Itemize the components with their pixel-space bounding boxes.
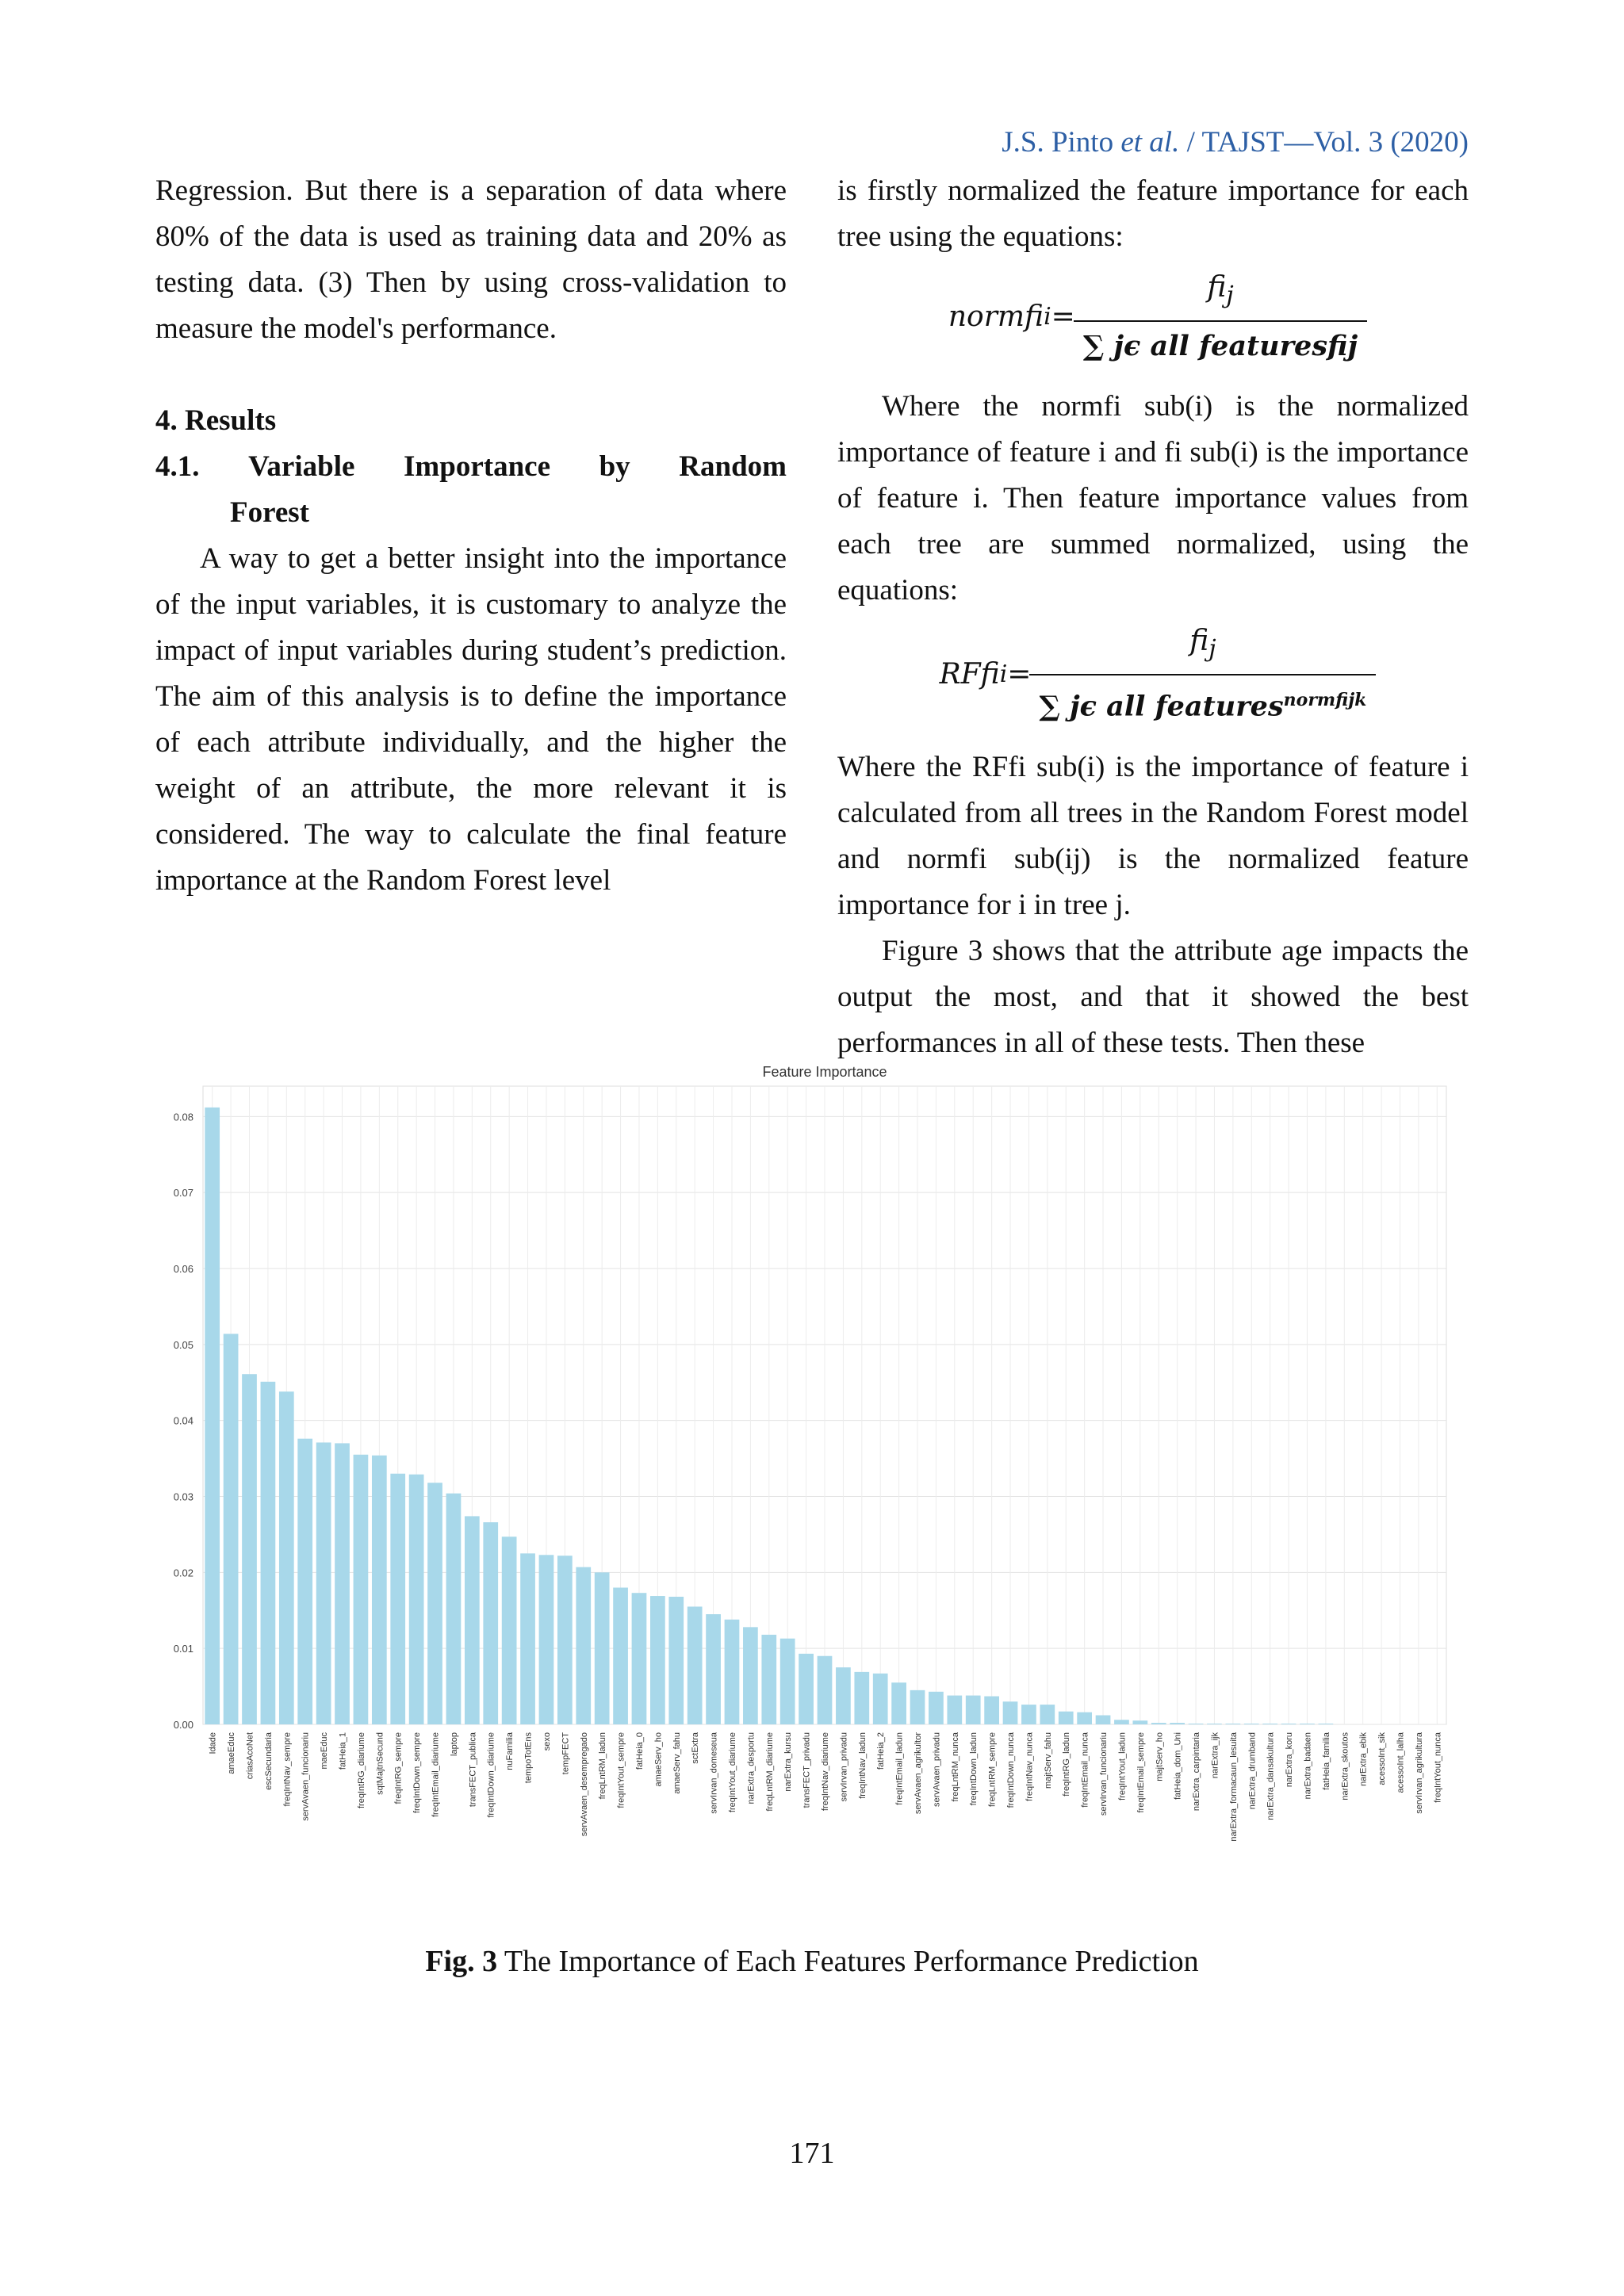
bar: [1151, 1723, 1166, 1724]
x-tick-label: freqIntYout_sempre: [616, 1732, 626, 1808]
eq1-equals: =: [1051, 300, 1075, 334]
x-tick-label: majtServ_fahu: [1043, 1732, 1053, 1789]
bar: [354, 1455, 369, 1724]
x-tick-label: freqIntNav_nunca: [1025, 1732, 1035, 1801]
x-tick-label: freqIntDown_sempre: [412, 1732, 423, 1814]
x-tick-label: freqIntYout_nunca: [1433, 1732, 1443, 1803]
x-tick-label: freqIntNav_diariume: [821, 1732, 830, 1812]
x-tick-label: sctExtra: [691, 1732, 701, 1764]
subsection-word: Random: [679, 450, 787, 483]
bar: [836, 1667, 851, 1724]
eq2-den-sup: normfijk: [1283, 690, 1367, 711]
figure-caption: [0, 1944, 1624, 1979]
x-tick-label: criasAcoNet: [245, 1732, 255, 1780]
x-tick-label: narExtra_kursu: [783, 1732, 794, 1792]
x-tick-label: sexo: [542, 1732, 552, 1751]
equation-rffi: [837, 618, 1469, 730]
paragraph-methods-end: Regression. But there is a separation of data where 80% of the data is used as training data and 20% as testing data. (3) Then by using cross-validation to measure the model's performance.: [155, 174, 787, 345]
x-tick-label: freqIntEmail_sempre: [1136, 1732, 1146, 1813]
bar: [1003, 1701, 1018, 1724]
x-tick-label: servIrvan_domeseua: [709, 1732, 719, 1814]
bar: [1114, 1720, 1129, 1724]
x-tick-label: freqIntDown_ladun: [969, 1732, 979, 1806]
paragraph-figure-ref: Figure 3 shows that the attribute age impacts the output the most, and that it showed the best performances in all of these tests. Then these: [837, 935, 1469, 1060]
x-tick-label: freqIntNav_ladun: [857, 1732, 868, 1799]
x-tick-label: freqLntRM_ladun: [598, 1732, 608, 1800]
x-tick-label: servAvaen_funcionariu: [301, 1732, 311, 1821]
x-tick-label: sqtMajtnSecund: [375, 1732, 385, 1795]
x-tick-label: laptop: [449, 1732, 459, 1756]
x-tick-label: narExtra_desportu: [746, 1732, 756, 1804]
x-tick-label: servIrvan_agrikultura: [1414, 1732, 1424, 1814]
subsection-number: 4.1.: [155, 450, 200, 483]
x-tick-label: nuFamilia: [505, 1732, 515, 1770]
bar: [799, 1654, 814, 1724]
x-tick-label: servIrvan_funcionariu: [1099, 1732, 1109, 1816]
subsection-heading: [155, 444, 787, 490]
eq2-fraction: [1039, 618, 1366, 730]
page-number: 171: [789, 2137, 835, 2170]
x-tick-label: freqIntDown_diariume: [486, 1732, 496, 1818]
bar: [1132, 1720, 1147, 1724]
x-tick-label: narExtra_ijk: [1210, 1732, 1220, 1779]
x-tick-label: narExtra_carpintaria: [1192, 1732, 1202, 1812]
bar: [1059, 1712, 1074, 1724]
x-tick-label: acessoInt_lalha: [1396, 1732, 1406, 1793]
bar: [891, 1682, 906, 1724]
x-tick-label: servAvaen_agrikultor: [914, 1732, 924, 1815]
x-tick-label: freqIntNav_sempre: [282, 1732, 293, 1807]
bar: [929, 1692, 944, 1724]
bar: [1040, 1705, 1055, 1724]
eq1-num-sub: j: [1226, 281, 1234, 310]
eq2-num-sub: j: [1208, 635, 1216, 664]
bar: [1021, 1705, 1036, 1724]
eq1-lhs: normfi: [948, 300, 1044, 334]
x-tick-label: freqIntDown_nunca: [1006, 1732, 1017, 1808]
x-tick-label: freqIntRG_ladun: [1062, 1732, 1072, 1797]
y-tick-label: 0.00: [173, 1719, 193, 1731]
subsection-word: by: [599, 450, 630, 483]
bar: [966, 1696, 981, 1724]
eq2-den-text: ∑ jϵ all features: [1039, 691, 1284, 724]
x-tick-label: freqLntRM_sempre: [987, 1732, 998, 1808]
x-tick-label: amaeEduc: [227, 1732, 237, 1774]
running-header: [1002, 125, 1469, 159]
bar: [854, 1672, 869, 1724]
bar: [873, 1674, 888, 1724]
subsection-heading-cont: [155, 490, 787, 536]
x-tick-label: freqLntRM_nunca: [950, 1732, 960, 1802]
bar: [427, 1483, 442, 1724]
spacer: [155, 352, 787, 398]
x-tick-label: freqIntYout_diariume: [727, 1732, 737, 1813]
y-tick-label: 0.02: [173, 1567, 193, 1579]
bar: [668, 1597, 684, 1724]
x-tick-label: maeEduc: [320, 1732, 330, 1770]
bar: [297, 1439, 312, 1724]
bar: [446, 1494, 462, 1724]
bar: [688, 1606, 703, 1724]
eq1-lhs-sub: i: [1044, 303, 1051, 331]
bar: [205, 1108, 220, 1724]
x-tick-label: freqIntEmail_diariume: [431, 1732, 441, 1817]
bar: [465, 1516, 480, 1724]
x-tick-label: narExtra_ebik: [1358, 1732, 1369, 1786]
eq2-num-text: fi: [1189, 625, 1209, 658]
x-tick-label: narExtra_skoutos: [1340, 1732, 1350, 1800]
x-tick-label: fatHeia_2: [876, 1732, 887, 1770]
x-tick-label: freqLntRM_diariume: [764, 1732, 775, 1812]
left-column: [155, 168, 787, 904]
paragraph-variable-importance: A way to get a better insight into the importance of the input variables, it is customary to analyze the impact of input variables during student’s prediction. The aim of this analysis is to define the importance of each attribute individually, and the higher the weight of an attribute, the more relevant it is considered. The way to calculate the final feature importance at the Random Forest level: [155, 542, 787, 897]
bar: [984, 1697, 999, 1724]
bar: [502, 1536, 517, 1724]
x-tick-label: acessoInt_sik: [1377, 1732, 1388, 1785]
bar: [650, 1596, 665, 1724]
bar: [818, 1656, 833, 1724]
header-authors: J.S. Pinto: [1002, 126, 1114, 159]
eq2-numerator: [1029, 618, 1376, 675]
bar: [520, 1553, 535, 1724]
x-tick-label: Idade: [208, 1732, 218, 1755]
x-tick-label: tempFECT: [561, 1732, 571, 1775]
subsection-word: Importance: [404, 450, 550, 483]
y-tick-label: 0.07: [173, 1187, 193, 1200]
x-tick-label: servAvaen_desempregado: [579, 1732, 589, 1837]
bar: [335, 1443, 350, 1724]
bar: [743, 1627, 758, 1724]
bar: [780, 1639, 795, 1724]
bar: [316, 1442, 331, 1724]
bar: [1096, 1716, 1111, 1725]
eq1-denominator: ∑ jϵ all featuresfij: [1082, 330, 1358, 363]
y-tick-label: 0.03: [173, 1490, 193, 1503]
x-tick-label: servIrvan_privadu: [839, 1732, 849, 1802]
bar: [576, 1567, 591, 1724]
eq2-lhs: RFfi: [939, 657, 1000, 691]
header-journal: / TAJST—Vol. 3 (2020): [1179, 126, 1469, 159]
subsection-heading-forest: Forest: [230, 496, 309, 529]
eq1-numerator: [1074, 265, 1367, 322]
paragraph-normalization: is firstly normalized the feature importance for each tree using the equations:: [837, 174, 1469, 253]
right-column: [837, 168, 1469, 1066]
bar: [409, 1475, 424, 1724]
x-tick-label: fatHeia_1: [338, 1732, 348, 1770]
x-tick-label: transFECT_publica: [468, 1732, 478, 1808]
x-tick-label: tempoTotEns: [523, 1732, 534, 1784]
bar: [910, 1690, 925, 1724]
equation-normfi: [837, 265, 1469, 369]
bar: [224, 1334, 239, 1724]
eq2-equals: =: [1007, 657, 1032, 691]
bar: [1077, 1712, 1092, 1724]
y-tick-label: 0.08: [173, 1111, 193, 1123]
section-heading-results: 4. Results: [155, 404, 277, 437]
bar: [632, 1593, 647, 1724]
x-tick-label: amaeServ_fahu: [672, 1732, 682, 1794]
bar: [372, 1456, 387, 1724]
eq2-denominator: [1039, 675, 1366, 730]
bar: [595, 1572, 610, 1724]
x-tick-label: transFECT_privadu: [802, 1732, 812, 1808]
y-tick-label: 0.01: [173, 1643, 193, 1655]
bar: [279, 1391, 294, 1724]
header-etal: et al.: [1120, 126, 1180, 159]
x-tick-label: escSecundaria: [263, 1732, 274, 1790]
x-tick-label: fatHeia_dom_Uni: [1173, 1732, 1183, 1800]
eq2-lhs-sub: i: [999, 660, 1008, 688]
y-tick-label: 0.06: [173, 1263, 193, 1275]
eq1-fraction: [1083, 265, 1358, 369]
bar: [613, 1588, 628, 1725]
x-tick-label: narExtra_dansakultura: [1266, 1732, 1276, 1820]
bar: [706, 1614, 721, 1724]
y-tick-label: 0.05: [173, 1338, 193, 1351]
bar: [483, 1522, 498, 1724]
x-tick-label: freqIntEmail_nunca: [1080, 1732, 1090, 1808]
bar: [539, 1555, 554, 1724]
x-tick-label: freqIntEmail_ladun: [894, 1732, 905, 1805]
caption-text: The Importance of Each Features Performance Prediction: [497, 1945, 1199, 1978]
x-tick-label: servAvaen_privadu: [932, 1732, 942, 1807]
eq1-num-text: fi: [1207, 271, 1227, 304]
x-tick-label: fatHeia_0: [634, 1732, 645, 1770]
bar: [261, 1382, 276, 1724]
x-tick-label: narExtra_drumband: [1247, 1732, 1258, 1810]
x-tick-label: narExtra_badaen: [1303, 1732, 1313, 1800]
x-tick-label: majtServ_ho: [1155, 1732, 1165, 1781]
subsection-word: Variable: [248, 450, 355, 483]
x-tick-label: fatHeia_familia: [1321, 1732, 1331, 1790]
paragraph-where-normfi: Where the normfi sub(i) is the normalized importance of feature i and fi sub(i) is the importance of feature i. Then feature importance values from each tree are summed normalized, using the equations:: [837, 390, 1469, 607]
x-tick-label: narExtra_formacaun_lesuita: [1228, 1732, 1239, 1842]
bar: [725, 1620, 740, 1724]
paragraph-where-rffi: Where the RFfi sub(i) is the importance of feature i calculated from all trees in the Random Forest model and normfi sub(ij) is the normalized feature importance for i in tree j.: [837, 751, 1469, 922]
x-tick-label: narExtra_koru: [1285, 1732, 1295, 1788]
chart-title: Feature Importance: [762, 1064, 887, 1080]
caption-label: Fig. 3: [425, 1945, 498, 1978]
x-tick-label: freqIntYout_ladun: [1117, 1732, 1128, 1800]
x-tick-label: freqIntRG_diariume: [356, 1732, 366, 1808]
bar: [557, 1556, 573, 1724]
bar: [947, 1696, 962, 1724]
bar: [1170, 1723, 1185, 1724]
feature-importance-chart: [155, 1047, 1472, 1934]
x-tick-label: freqIntRG_sempre: [393, 1732, 404, 1804]
y-tick-label: 0.04: [173, 1414, 193, 1427]
x-tick-label: amaeServ_ho: [653, 1732, 664, 1787]
bar: [390, 1474, 405, 1724]
bar: [242, 1374, 257, 1724]
bar: [761, 1635, 776, 1724]
